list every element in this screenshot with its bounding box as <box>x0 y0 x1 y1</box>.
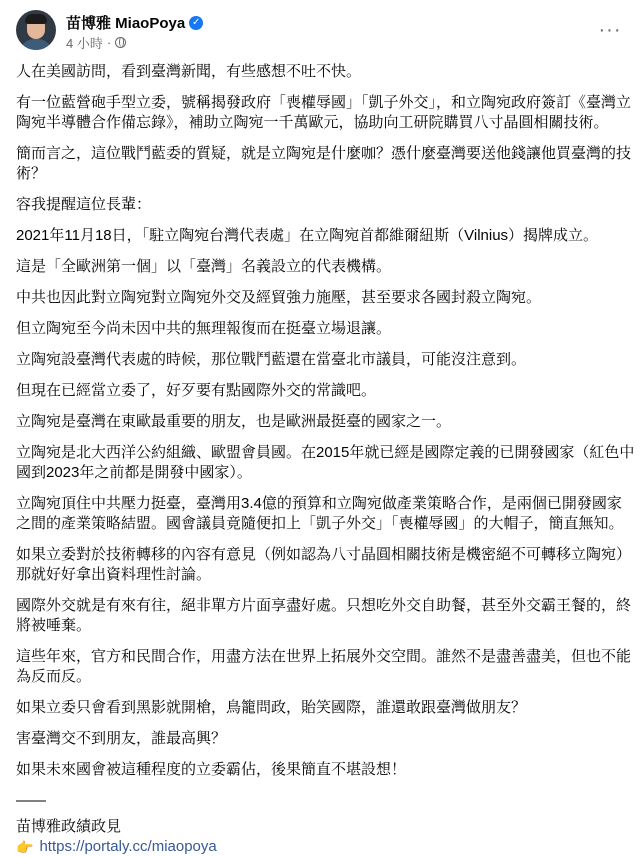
post-paragraph: 如果立委只會看到黑影就開槍，鳥籠問政，貽笑國際，誰還敢跟臺灣做朋友？ <box>16 699 527 716</box>
post-paragraph: 如果立委對於技術轉移的內容有意見（例如認為八寸晶圓相關技術是機密絕不可轉移立陶宛）那就好好拿出資料理性討論。 <box>16 546 632 583</box>
post-paragraph: 這是「全歐洲第一個」以「臺灣」名義設立的代表機構。 <box>16 258 392 275</box>
footer-label: 苗博雅政績政見 <box>16 818 122 835</box>
post-paragraph: 但現在已經當立委了，好歹要有點國際外交的常識吧。 <box>16 382 377 399</box>
post-paragraph: 害臺灣交不到朋友，誰最高興？ <box>16 730 227 747</box>
post-paragraph: 這些年來，官方和民間合作，用盡方法在世界上拓展外交空間。誰然不是盡善盡美，但也不能為反而反。 <box>16 648 632 685</box>
portaly-link[interactable]: https://portaly.cc/miaopoya <box>39 838 217 855</box>
verified-badge-icon: ✓ <box>189 16 203 30</box>
post-meta <box>66 33 126 52</box>
post-paragraph: 國際外交就是有來有往，絕非單方片面享盡好處。只想吃外交自助餐，甚至外交霸王餐的，終將被唾棄。 <box>16 597 632 634</box>
post-paragraph: 但立陶宛至今尚未因中共的無理報復而在挺臺立場退讓。 <box>16 320 392 337</box>
author-row <box>66 12 203 33</box>
meta-separator: · <box>106 35 112 50</box>
text-divider: —— <box>16 792 46 809</box>
avatar[interactable] <box>16 10 56 50</box>
post-paragraph: 立陶宛頂住中共壓力挺臺，臺灣用3.4億的預算和立陶宛做產業策略合作，是兩個已開發國家之間的產業策略結盟。國會議員竟隨便扣上「凱子外交」「喪權辱國」的大帽子，簡直無知。 <box>16 495 624 532</box>
post-paragraph: 人在美國訪問，看到臺灣新聞，有些感想不吐不快。 <box>16 63 362 80</box>
post-paragraph: 2021年11月18日，「駐立陶宛台灣代表處」在立陶宛首都維爾紐斯（Vilnius）揭牌成立。 <box>16 227 599 244</box>
post-header <box>16 10 634 54</box>
post-paragraph: 容我提醒這位長輩： <box>16 196 152 213</box>
post-paragraph: 有一位藍營砲手型立委，號稱揭發政府「喪權辱國」「凱子外交」，和立陶宛政府簽訂《臺灣立陶宛半導體合作備忘錄》，補助立陶宛一千萬歐元，協助向工研院購買八寸晶圓相關技術。 <box>16 94 632 131</box>
post-paragraph: 簡而言之，這位戰鬥藍委的質疑，就是立陶宛是什麼咖？憑什麼臺灣要送他錢讓他買臺灣的技術？ <box>16 145 632 182</box>
post-paragraph: 立陶宛設臺灣代表處的時候，那位戰鬥藍還在當臺北市議員，可能沒注意到。 <box>16 351 527 368</box>
post-time[interactable]: 4 小時 <box>66 36 103 51</box>
post-body <box>16 62 636 857</box>
pointing-hand-icon: 👉 <box>16 839 34 855</box>
author-name[interactable]: 苗博雅 MiaoPoya <box>66 15 186 32</box>
post-paragraph: 立陶宛是北大西洋公約組織、歐盟會員國。在2015年就已經是國際定義的已開發國家（紅色中國到2023年之前都是開發中國家）。 <box>16 444 635 481</box>
footer-link-row <box>16 837 636 857</box>
globe-icon[interactable] <box>115 37 126 48</box>
more-options-button[interactable]: ··· <box>598 19 622 41</box>
post-paragraph: 中共也因此對立陶宛對立陶宛外交及經貿強力施壓，甚至要求各國封殺立陶宛。 <box>16 289 542 306</box>
post-paragraph: 立陶宛是臺灣在東歐最重要的朋友，也是歐洲最挺臺的國家之一。 <box>16 413 452 430</box>
post-paragraph: 如果未來國會被這種程度的立委霸佔，後果簡直不堪設想！ <box>16 761 407 778</box>
